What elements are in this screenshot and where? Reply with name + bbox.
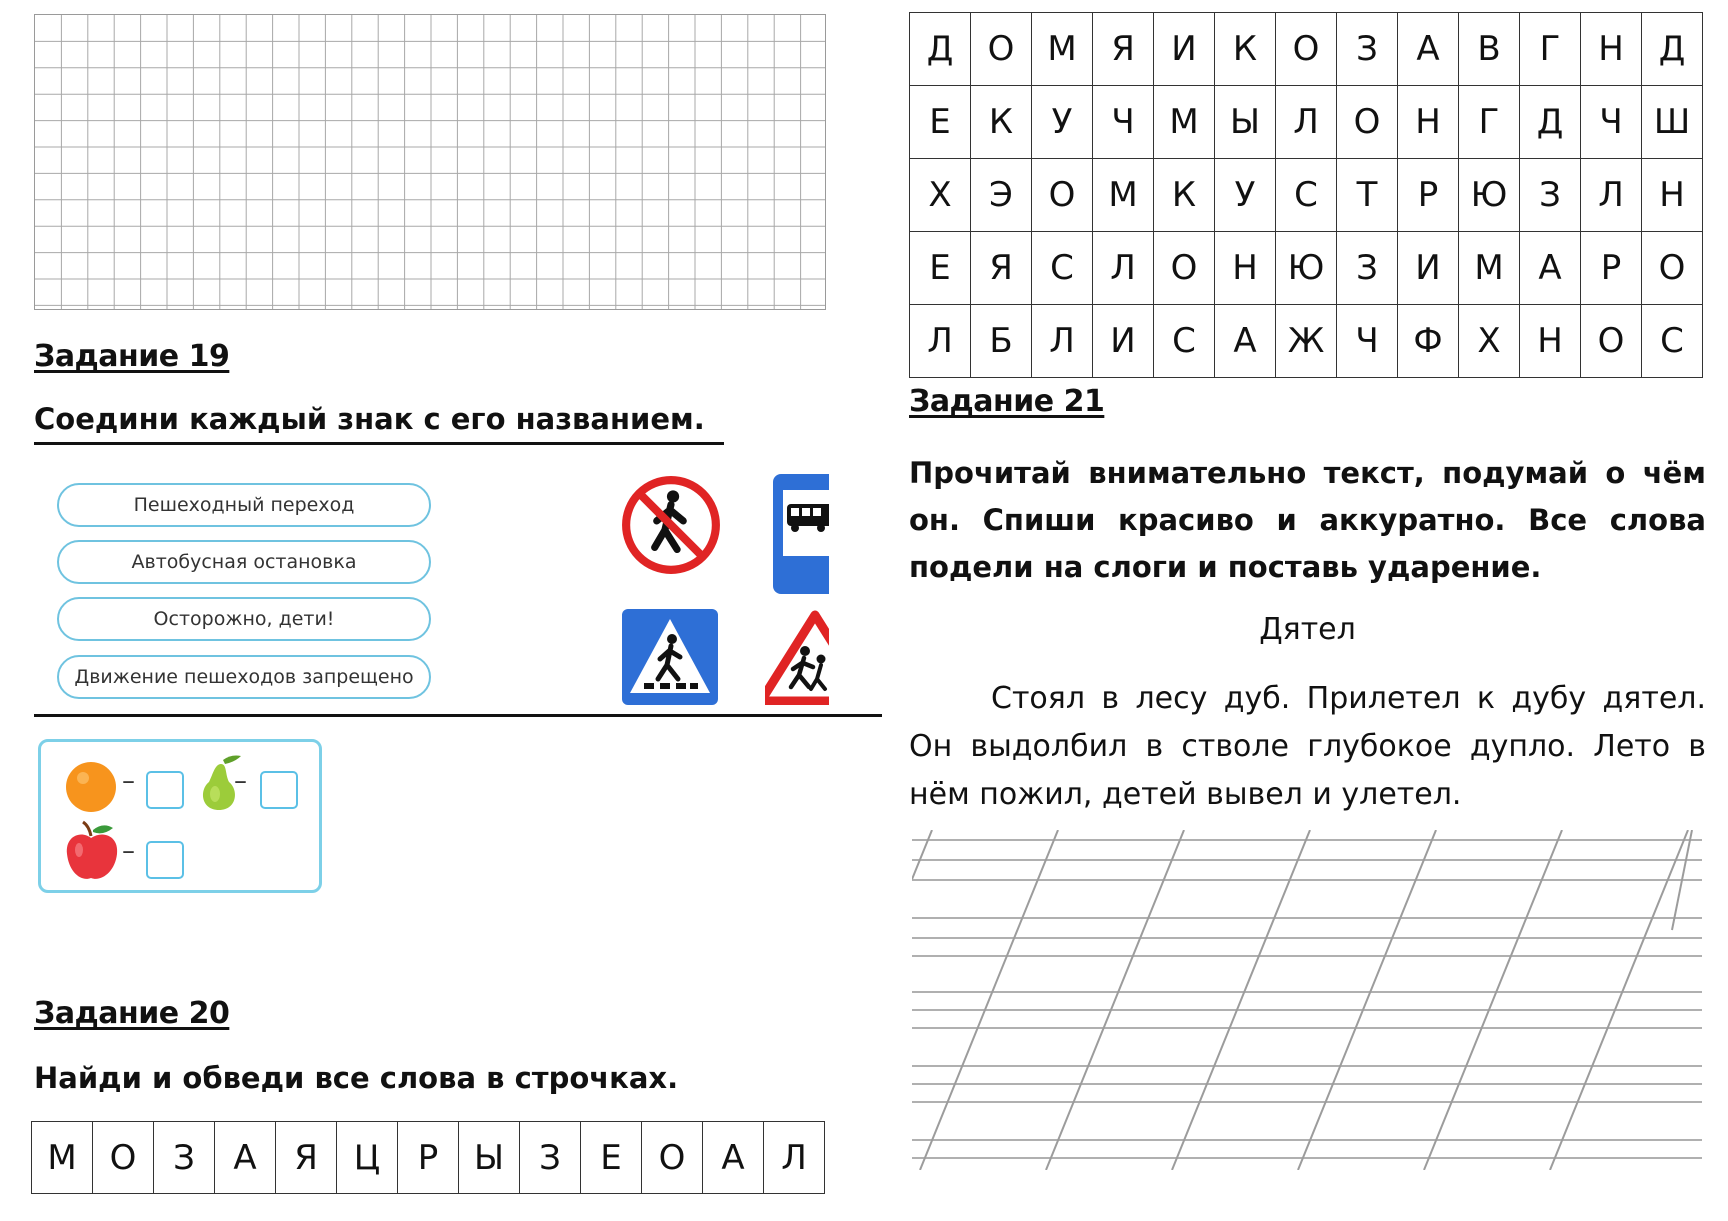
letter-cell[interactable]: С	[1032, 232, 1093, 305]
letter-cell[interactable]: Г	[1520, 13, 1581, 86]
letter-cell[interactable]: Т	[1337, 159, 1398, 232]
letter-cell[interactable]: Н	[1581, 13, 1642, 86]
letter-cell[interactable]: З	[1520, 159, 1581, 232]
grid-row	[910, 159, 1703, 232]
letter-cell[interactable]: О	[1154, 232, 1215, 305]
letter-cell[interactable]: З	[154, 1122, 215, 1194]
dash: –	[122, 766, 135, 796]
letter-cell[interactable]: О	[93, 1122, 154, 1194]
letter-cell[interactable]: Ю	[1276, 232, 1337, 305]
letter-cell[interactable]: К	[1215, 13, 1276, 86]
task-21-title: Задание 21	[909, 384, 1105, 419]
letter-cell[interactable]: Ы	[1215, 86, 1276, 159]
letter-cell[interactable]: О	[971, 13, 1032, 86]
letter-cell[interactable]: М	[1459, 232, 1520, 305]
fruit-answer-box	[38, 739, 322, 893]
letter-cell[interactable]: Г	[1459, 86, 1520, 159]
handwriting-practice-lines	[912, 830, 1702, 1170]
letter-cell[interactable]: И	[1093, 305, 1154, 378]
letter-cell[interactable]: Б	[971, 305, 1032, 378]
children-crossing-sign-icon[interactable]	[765, 609, 829, 705]
task-21-instruction: Прочитай внимательно текст, подумай о чём он. Спиши красиво и аккуратно. Все слова подели на слоги и поставь ударение.	[909, 456, 1706, 584]
letter-cell[interactable]: З	[1337, 232, 1398, 305]
apple-icon	[63, 820, 121, 884]
letter-cell[interactable]: И	[1154, 13, 1215, 86]
letter-cell[interactable]: Ы	[459, 1122, 520, 1194]
letter-cell[interactable]: О	[1581, 305, 1642, 378]
letter-cell[interactable]: З	[520, 1122, 581, 1194]
label-pedestrian-crossing[interactable]: Пешеходный переход	[57, 483, 431, 527]
letter-cell[interactable]: Р	[1398, 159, 1459, 232]
letter-cell[interactable]: Ч	[1337, 305, 1398, 378]
letter-cell[interactable]: Х	[1459, 305, 1520, 378]
letter-cell[interactable]: Л	[1581, 159, 1642, 232]
dash: –	[122, 836, 135, 866]
letter-cell[interactable]: Е	[581, 1122, 642, 1194]
letter-cell[interactable]: Л	[1276, 86, 1337, 159]
letter-cell[interactable]: Д	[1520, 86, 1581, 159]
letter-cell[interactable]: М	[32, 1122, 93, 1194]
letter-cell[interactable]: У	[1032, 86, 1093, 159]
letter-cell[interactable]: Ж	[1276, 305, 1337, 378]
orange-icon	[63, 758, 119, 814]
letter-cell[interactable]: Д	[910, 13, 971, 86]
letter-cell[interactable]: С	[1154, 305, 1215, 378]
pedestrian-crossing-sign-icon[interactable]	[622, 609, 718, 705]
task-19-title: Задание 19	[34, 339, 230, 374]
letter-cell[interactable]: А	[215, 1122, 276, 1194]
letter-cell[interactable]: Х	[910, 159, 971, 232]
grid-row	[910, 13, 1703, 86]
label-caution-children[interactable]: Осторожно, дети!	[57, 597, 431, 641]
letter-cell[interactable]: А	[703, 1122, 764, 1194]
letter-cell[interactable]: К	[1154, 159, 1215, 232]
grid-row	[910, 86, 1703, 159]
letter-cell[interactable]: А	[1520, 232, 1581, 305]
letter-cell[interactable]: Ч	[1093, 86, 1154, 159]
grid-row	[910, 305, 1703, 378]
answer-box-orange[interactable]	[146, 771, 184, 809]
story-body: Стоял в лесу дуб. Прилетел к дубу дятел. Он выдолбил в стволе глубокое дупло. Лето в нём пожил, детей вывел и улетел.	[909, 681, 1706, 812]
letter-cell[interactable]: Я	[276, 1122, 337, 1194]
letter-cell[interactable]: Р	[1581, 232, 1642, 305]
graph-paper-grid	[34, 14, 826, 310]
story-text	[909, 675, 1706, 819]
letter-cell[interactable]: М	[1093, 159, 1154, 232]
letter-cell[interactable]: К	[971, 86, 1032, 159]
letter-cell[interactable]: Ш	[1642, 86, 1703, 159]
task-19-instruction: Соедини каждый знак с его названием.	[34, 402, 724, 445]
letter-cell[interactable]: Н	[1520, 305, 1581, 378]
letter-cell[interactable]: Я	[971, 232, 1032, 305]
letter-cell[interactable]: С	[1642, 305, 1703, 378]
task-19-separator	[34, 714, 882, 717]
letter-cell[interactable]: У	[1215, 159, 1276, 232]
letter-cell[interactable]: Л	[910, 305, 971, 378]
bus-stop-sign-icon[interactable]	[773, 474, 829, 594]
task-21-letter-grid	[909, 12, 1703, 378]
letter-cell[interactable]: Ф	[1398, 305, 1459, 378]
task-20-instruction: Найди и обведи все слова в строчках.	[34, 1061, 679, 1095]
task-20-title: Задание 20	[34, 996, 230, 1031]
answer-box-apple[interactable]	[146, 841, 184, 879]
letter-cell[interactable]: М	[1154, 86, 1215, 159]
letter-cell[interactable]: М	[1032, 13, 1093, 86]
letter-cell[interactable]: Д	[1642, 13, 1703, 86]
letter-cell[interactable]: Ч	[1581, 86, 1642, 159]
grid-row	[910, 232, 1703, 305]
letter-cell[interactable]: С	[1276, 159, 1337, 232]
letter-cell[interactable]: Р	[398, 1122, 459, 1194]
letter-cell[interactable]: Л	[1032, 305, 1093, 378]
task-20-letter-row	[31, 1121, 825, 1194]
story-title: Дятел	[1259, 612, 1356, 647]
letter-cell[interactable]: Я	[1093, 13, 1154, 86]
letter-cell[interactable]: Е	[910, 86, 971, 159]
letter-cell[interactable]: З	[1337, 13, 1398, 86]
letter-cell[interactable]: Л	[1093, 232, 1154, 305]
letter-cell[interactable]: Е	[910, 232, 971, 305]
letter-cell[interactable]: А	[1215, 305, 1276, 378]
no-pedestrians-sign-icon[interactable]	[620, 474, 722, 576]
answer-box-pear[interactable]	[260, 771, 298, 809]
letter-cell[interactable]: И	[1398, 232, 1459, 305]
letter-cell[interactable]: Э	[971, 159, 1032, 232]
letter-cell[interactable]: О	[1276, 13, 1337, 86]
letter-cell[interactable]: О	[1642, 232, 1703, 305]
label-bus-stop[interactable]: Автобусная остановка	[57, 540, 431, 584]
letter-cell[interactable]: А	[1398, 13, 1459, 86]
label-no-pedestrians[interactable]: Движение пешеходов запрещено	[57, 655, 431, 699]
letter-cell[interactable]: Л	[764, 1122, 825, 1194]
letter-cell[interactable]: В	[1459, 13, 1520, 86]
letter-cell[interactable]: Ц	[337, 1122, 398, 1194]
letter-cell[interactable]: О	[642, 1122, 703, 1194]
letter-cell[interactable]: О	[1337, 86, 1398, 159]
dash: –	[234, 766, 247, 796]
letter-cell[interactable]: Н	[1215, 232, 1276, 305]
letter-cell[interactable]: Ю	[1459, 159, 1520, 232]
letter-cell[interactable]: О	[1032, 159, 1093, 232]
letter-cell[interactable]: Н	[1642, 159, 1703, 232]
letter-cell[interactable]: Н	[1398, 86, 1459, 159]
